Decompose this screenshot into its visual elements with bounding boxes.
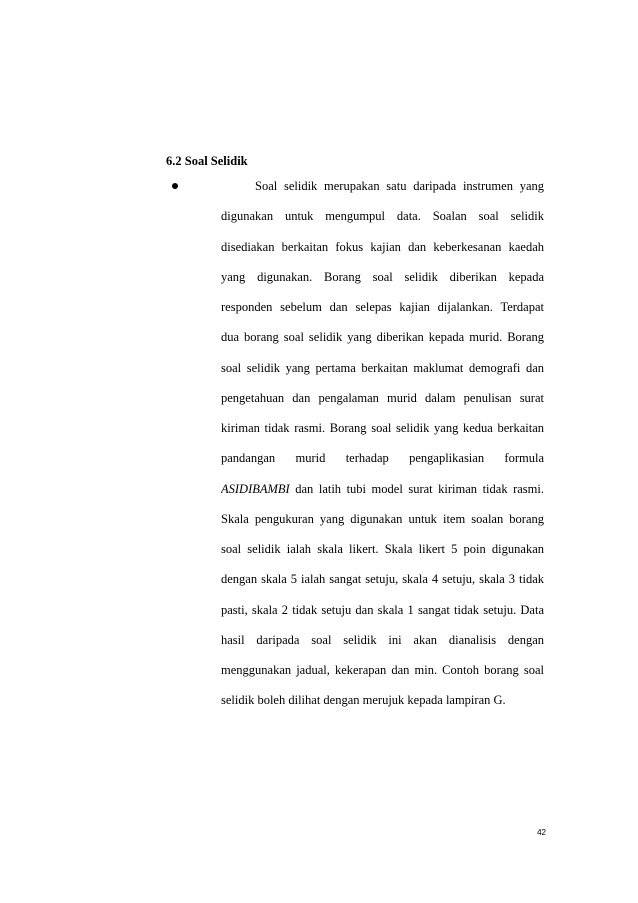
- paragraph-line: responden sebelum dan selepas kajian dijalankan. Terdapat: [221, 300, 544, 314]
- paragraph-line: pengetahuan dan pengalaman murid dalam penulisan surat: [221, 390, 544, 405]
- paragraph-line: soal selidik ialah skala likert. Skala likert 5 poin digunakan: [221, 542, 544, 556]
- formula-name: ASIDIBAMBI: [221, 481, 290, 496]
- paragraph-line: selidik boleh dilihat dengan merujuk kepada lampiran G.: [221, 693, 506, 708]
- paragraph-line: soal selidik yang pertama berkaitan maklumat demografi dan: [221, 360, 544, 375]
- section-heading: 6.2 Soal Selidik: [166, 154, 248, 168]
- bullet-icon: [172, 183, 178, 189]
- paragraph-line: digunakan untuk mengumpul data. Soalan soal selidik: [221, 209, 544, 224]
- paragraph-line: yang digunakan. Borang soal selidik diberikan kepada: [221, 269, 544, 284]
- paragraph-line: menggunakan jadual, kekerapan dan min. Contoh borang soal: [221, 663, 544, 677]
- paragraph-line: pandangan murid terhadap pengaplikasian formula: [221, 451, 544, 466]
- paragraph-line: Skala pengukuran yang digunakan untuk item soalan borang: [221, 511, 544, 526]
- paragraph-line: dua borang soal selidik yang diberikan kepada murid. Borang: [221, 330, 544, 345]
- paragraph-line: pasti, skala 2 tidak setuju dan skala 1 sangat tidak setuju. Data: [221, 602, 544, 617]
- paragraph-line: dengan skala 5 ialah sangat setuju, skala 4 setuju, skala 3 tidak: [221, 572, 544, 587]
- formula-line-rest: dan latih tubi model surat kiriman tidak rasmi.: [289, 481, 544, 496]
- paragraph-line: disediakan berkaitan fokus kajian dan keberkesanan kaedah: [221, 239, 544, 254]
- paragraph-line: hasil daripada soal selidik ini akan dianalisis dengan: [221, 632, 544, 647]
- paragraph-line-mixed: [221, 479, 544, 509]
- paragraph-line: Soal selidik merupakan satu daripada instrumen yang: [255, 179, 544, 193]
- paragraph-line: kiriman tidak rasmi. Borang soal selidik yang kedua berkaitan: [221, 421, 544, 435]
- page-number: 42: [537, 828, 546, 837]
- paragraph: [221, 176, 544, 721]
